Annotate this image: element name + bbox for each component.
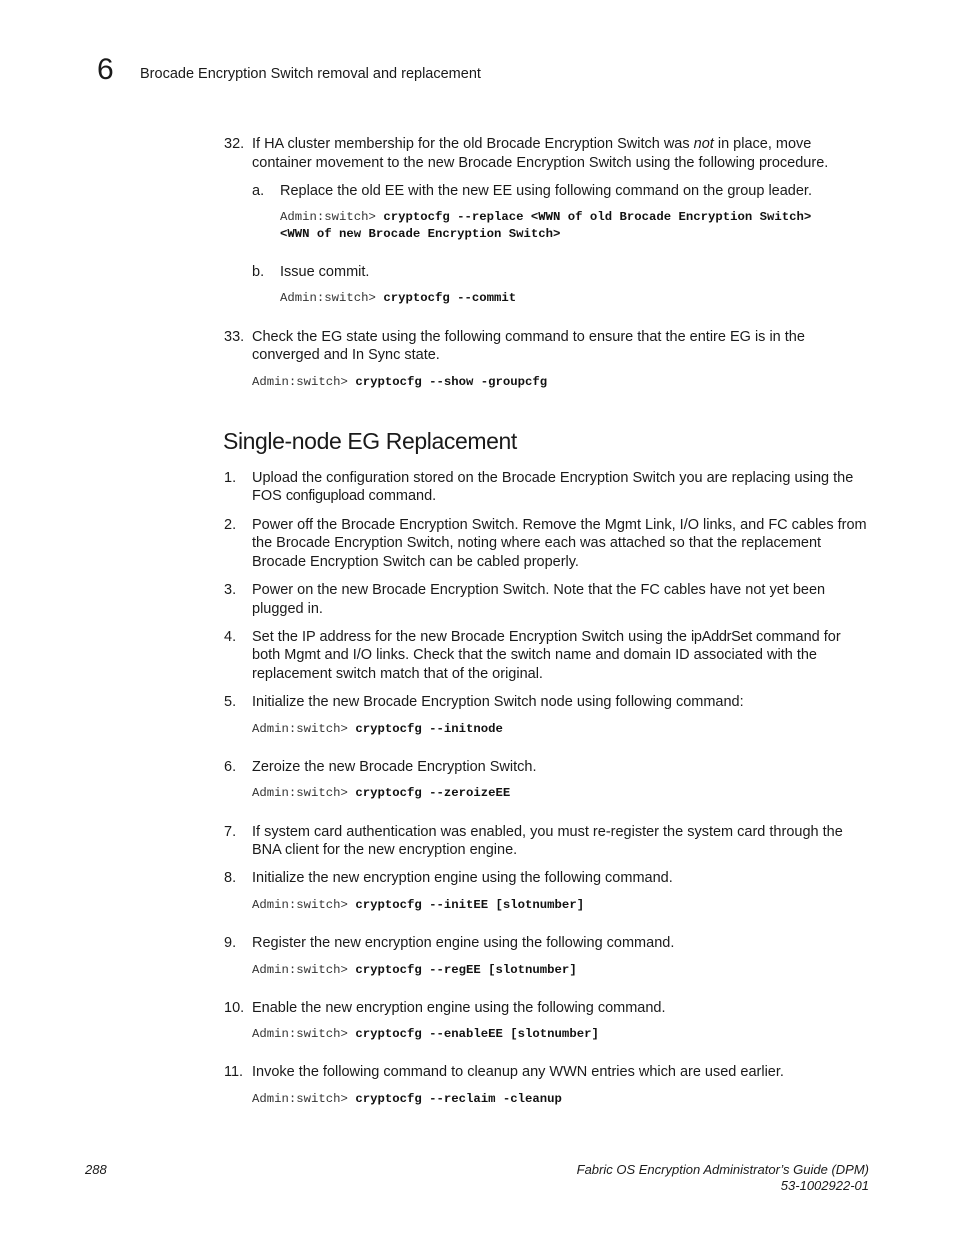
step-text: replacement switch match that of the original.	[252, 666, 543, 682]
code-line: Admin:switch> cryptocfg --initnode	[252, 722, 503, 736]
step-text: Initialize the new Brocade Encryption Switch node using following command:	[252, 694, 744, 710]
step-text: Upload the configuration stored on the Brocade Encryption Switch you are replacing using the	[252, 470, 854, 486]
step-number: 10.	[224, 1000, 245, 1016]
step-number: 5.	[224, 694, 237, 710]
code-line: Admin:switch> cryptocfg --show -groupcfg	[252, 375, 548, 389]
step-number: 9.	[224, 935, 237, 951]
substep-text: Issue commit.	[280, 264, 370, 280]
step-number: 1.	[224, 470, 237, 486]
step-number: 4.	[224, 629, 237, 645]
step-text: converged and In Sync state.	[252, 347, 440, 363]
step-text: container movement to the new Brocade Encryption Switch using the following procedure.	[252, 155, 829, 171]
substep-label: b.	[252, 264, 265, 280]
step-text: Power on the new Brocade Encryption Switch. Note that the FC cables have not yet been	[252, 582, 826, 598]
step-number: 8.	[224, 870, 237, 886]
code-line: Admin:switch> cryptocfg --replace <WWN of old Brocade Encryption Switch>	[280, 210, 812, 224]
step-text: both Mgmt and I/O links. Check that the switch name and domain ID associated with the	[252, 647, 817, 663]
code-line: Admin:switch> cryptocfg --commit	[280, 291, 517, 305]
step-text: Brocade Encryption Switch can be cabled properly.	[252, 554, 579, 570]
step-number: 3.	[224, 582, 237, 598]
step-number: 33.	[224, 329, 245, 345]
doc-title: Fabric OS Encryption Administrator’s Guide (DPM)	[576, 1162, 869, 1177]
step-text: Enable the new encryption engine using the following command.	[252, 1000, 666, 1016]
step-text: Register the new encryption engine using the following command.	[252, 935, 675, 951]
chapter-title: Brocade Encryption Switch removal and replacement	[140, 66, 481, 82]
chapter-number: 6	[97, 53, 114, 86]
code-line: Admin:switch> cryptocfg --regEE [slotnumber]	[252, 963, 577, 977]
step-number: 32.	[224, 136, 245, 152]
code-line: Admin:switch> cryptocfg --initEE [slotnumber]	[252, 898, 585, 912]
code-line: Admin:switch> cryptocfg --zeroizeEE	[252, 786, 511, 800]
step-text: FOS configupload command.	[252, 488, 437, 504]
code-line: Admin:switch> cryptocfg --enableEE [slotnumber]	[252, 1027, 599, 1041]
step-number: 2.	[224, 517, 237, 533]
section-heading: Single-node EG Replacement	[223, 428, 517, 454]
doc-id: 53-1002922-01	[780, 1178, 869, 1193]
step-text: If system card authentication was enabled, you must re-register the system card through the	[252, 824, 843, 840]
step-text: Invoke the following command to cleanup any WWN entries which are used earlier.	[252, 1064, 784, 1080]
step-text: plugged in.	[252, 601, 323, 617]
step-text: Check the EG state using the following command to ensure that the entire EG is in the	[252, 329, 805, 345]
step-number: 6.	[224, 759, 237, 775]
command-keyword: ipAddrSet	[691, 629, 752, 645]
step-text: BNA client for the new encryption engine.	[252, 842, 518, 858]
step-text: Set the IP address for the new Brocade Encryption Switch using the ipAddrSet command for	[252, 629, 841, 645]
substep-label: a.	[252, 183, 265, 199]
step-number: 11.	[224, 1064, 244, 1080]
step-text: Power off the Brocade Encryption Switch. Remove the Mgmt Link, I/O links, and FC cables from	[252, 517, 867, 533]
page-number: 288	[85, 1162, 107, 1177]
code-line: Admin:switch> cryptocfg --reclaim -cleanup	[252, 1092, 562, 1106]
step-text: the Brocade Encryption Switch, noting where each was attached so that the replacement	[252, 535, 822, 551]
substep-text: Replace the old EE with the new EE using following command on the group leader.	[280, 183, 812, 199]
step-text: If HA cluster membership for the old Brocade Encryption Switch was not in place, move	[252, 136, 812, 152]
step-text: Initialize the new encryption engine using the following command.	[252, 870, 673, 886]
step-text: Zeroize the new Brocade Encryption Switch.	[252, 759, 537, 775]
code-line: <WWN of new Brocade Encryption Switch>	[280, 227, 561, 241]
command-keyword: configupload	[285, 488, 365, 504]
step-number: 7.	[224, 824, 237, 840]
